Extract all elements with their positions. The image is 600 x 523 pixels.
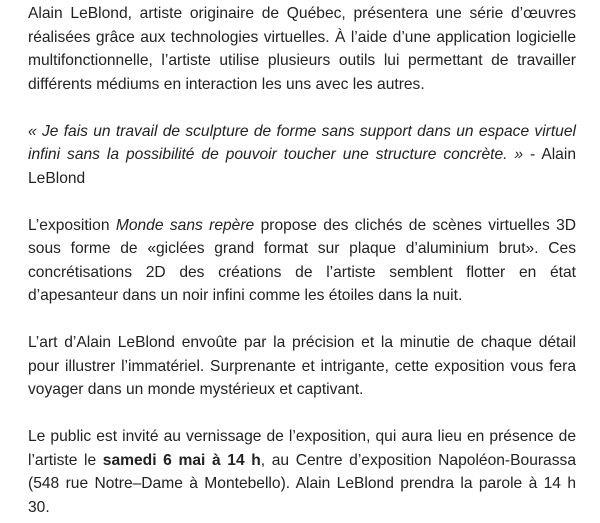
art-description-text: L’art d’Alain LeBlond envoûte par la précision et la minutie de chaque détail pour illustrer l’immatériel. Surprenante et intrigante, cette exposition vous fera voyager dans un monde mystérieux et captivant. bbox=[28, 334, 576, 398]
quote-attribution: - Alain LeBlond bbox=[28, 146, 576, 187]
vernissage-paragraph bbox=[28, 425, 576, 519]
vernissage-text-after: , au Centre d’exposition Napoléon-Bourassa (548 rue Notre–Dame à Montebello). Alain LeBlond prendra la parole à 14 h 30. bbox=[28, 451, 576, 516]
exhibition-title: Monde sans repère bbox=[115, 216, 255, 234]
intro-text: Alain LeBlond, artiste originaire de Québec, présentera une série d’œuvres réalisées grâce aux technologies virtuelles. À l’aide d’une application logicielle multifonctionnelle, l’artiste utilise plusieurs outils lui permettant de travailler différents médiums en interaction les uns avec les autres. bbox=[28, 5, 576, 93]
exhibition-text-after: propose des clichés de scènes virtuelles 3D sous forme de «giclées grand format sur plaque d’aluminium brut». Ces concrétisations 2D des créations de l’artiste semblent flotter en état d’apesanteur dans un noir infini comme les étoiles dans la nuit. bbox=[28, 216, 577, 304]
vernissage-text-before: Le public est invité au vernissage de l’exposition, qui aura lieu en présence de l’artiste le bbox=[28, 428, 576, 469]
exhibition-paragraph bbox=[28, 214, 576, 308]
vernissage-date: samedi 6 mai à 14 h bbox=[102, 451, 261, 469]
intro-paragraph bbox=[28, 2, 576, 96]
article-body bbox=[28, 2, 576, 519]
exhibition-text-before: L’exposition bbox=[28, 216, 116, 234]
artist-quote: « Je fais un travail de sculpture de forme sans support dans un espace virtuel infini sans la possibilité de pouvoir toucher une structure concrète. » bbox=[28, 122, 576, 163]
art-description-paragraph bbox=[28, 331, 576, 402]
quote-paragraph bbox=[28, 120, 576, 191]
